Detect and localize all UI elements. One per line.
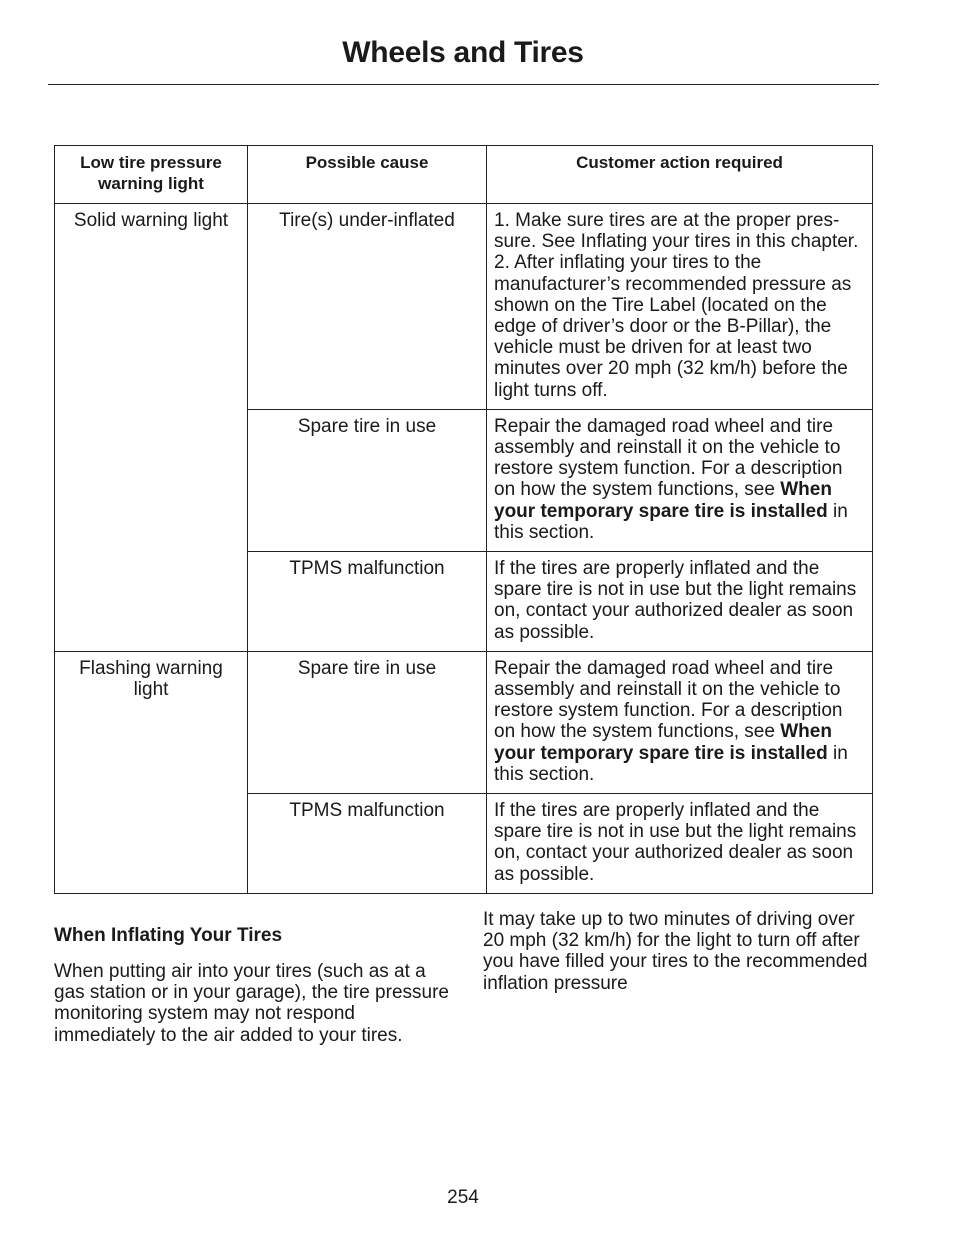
action-cell: If the tires are properly inflated and the spare tire is not in use but the light remains on, contact your authorized dealer as soon as possible.: [487, 552, 873, 652]
warning-light-cell: Solid warning light: [55, 204, 248, 652]
table-row: [55, 651, 873, 793]
table-row: [55, 204, 873, 410]
cause-cell: Spare tire in use: [248, 651, 487, 793]
title-divider: [48, 84, 879, 85]
right-paragraph: It may take up to two minutes of driving over 20 mph (32 km/h) for the light to turn off after you have filled your tires to the recommended inflation pressure: [483, 909, 868, 994]
section-heading: When Inflating Your Tires: [54, 925, 283, 946]
action-cell: [487, 651, 873, 793]
page-title: Wheels and Tires: [342, 36, 584, 69]
page-number: 254: [447, 1187, 479, 1208]
action-text: Repair the damaged road wheel and tire assembly and reinstall it on the vehicle to restore system function. For a description on how the system functions, see: [494, 415, 843, 501]
header-warning-light: Low tire pressure warning light: [55, 146, 248, 204]
action-reference: When your temporary spare tire is installed: [494, 479, 832, 522]
left-paragraph: When putting air into your tires (such as at a gas station or in your garage), the tire pressure monitoring system may not respond immediately to the air added to your tires.: [54, 961, 449, 1046]
action-tail: in this section.: [494, 500, 848, 543]
action-reference: When your temporary spare tire is installed: [494, 721, 832, 764]
cause-cell: TPMS malfunction: [248, 552, 487, 652]
warning-light-cell: Flashing warning light: [55, 651, 248, 893]
cause-cell: TPMS malfunction: [248, 794, 487, 894]
action-cell: If the tires are properly inflated and the spare tire is not in use but the light remains on, contact your authorized dealer as soon as possible.: [487, 794, 873, 894]
cause-cell: Spare tire in use: [248, 409, 487, 551]
action-cell: [487, 409, 873, 551]
header-possible-cause: Possible cause: [248, 146, 487, 204]
cause-cell: Tire(s) under-inflated: [248, 204, 487, 410]
action-tail: in this section.: [494, 742, 848, 785]
action-cell: 1. Make sure tires are at the proper pres- sure. See Inflating your tires in this chapter. 2. After inflating your tires to the manufacturer’s recommended pressure as shown on the Tire Label (located on the edge of driver’s door or the B-Pillar), the vehicle must be driven for at least two minutes over 20 mph (32 km/h) before the light turns off.: [487, 204, 873, 410]
header-customer-action: Customer action required: [487, 146, 873, 204]
table-header-row: [55, 146, 873, 204]
tpms-warning-table: [54, 145, 873, 894]
action-text: Repair the damaged road wheel and tire assembly and reinstall it on the vehicle to restore system function. For a description on how the system functions, see: [494, 657, 843, 743]
